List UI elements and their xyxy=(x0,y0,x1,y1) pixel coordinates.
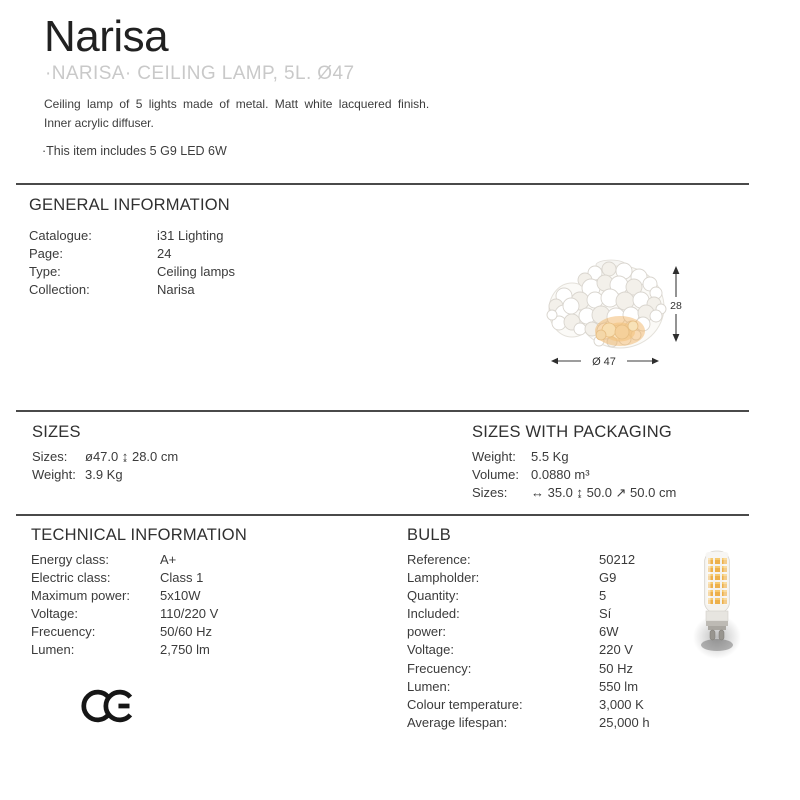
spec-value: 550 lm xyxy=(599,678,639,694)
sizes-heading: SIZES xyxy=(32,423,81,441)
page-title: Narisa xyxy=(44,12,169,61)
g9-bulb-image xyxy=(693,549,741,667)
spec-label: Maximum power: xyxy=(31,588,130,604)
spec-value: 2,750 lm xyxy=(160,642,210,658)
spec-value: 3,000 K xyxy=(599,696,644,712)
spec-value: A+ xyxy=(160,552,177,567)
spec-value: 25,000 h xyxy=(599,714,650,730)
spec-label: Reference: xyxy=(407,552,471,567)
spec-label: Voltage: xyxy=(407,642,454,658)
general-information-heading: GENERAL INFORMATION xyxy=(29,196,230,214)
description-line: Inner acrylic diffuser. xyxy=(44,116,154,130)
spec-label: Sizes: xyxy=(32,449,68,464)
ceiling-lamp-image xyxy=(535,252,685,372)
spec-value: 110/220 V xyxy=(160,606,219,622)
spec-value: Class 1 xyxy=(160,570,204,586)
includes-note: ·This item includes 5 G9 LED 6W xyxy=(42,144,227,158)
spec-label: Frecuency: xyxy=(31,624,96,640)
spec-value: Ceiling lamps xyxy=(157,264,236,280)
spec-value: 24 xyxy=(157,246,172,262)
technical-information-table xyxy=(31,551,218,660)
spec-label: power: xyxy=(407,624,447,640)
sizes-with-packaging-heading: SIZES WITH PACKAGING xyxy=(472,423,672,441)
spec-value: Sí xyxy=(599,606,612,622)
spec-label: Weight: xyxy=(32,467,76,483)
section-divider xyxy=(16,514,749,516)
spec-value: 0.0880 m³ xyxy=(531,467,590,483)
spec-label: Electric class: xyxy=(31,570,111,586)
spec-label: Lumen: xyxy=(407,678,451,694)
spec-value: Narisa xyxy=(157,282,195,298)
spec-value: 3.9 Kg xyxy=(85,467,123,483)
general-information-table xyxy=(29,227,235,299)
product-subtitle: ·NARISA· CEILING LAMP, 5L. Ø47 xyxy=(45,63,355,84)
spec-label: Quantity: xyxy=(407,588,460,604)
spec-label: Colour temperature: xyxy=(407,696,523,712)
spec-value: 50/60 Hz xyxy=(160,624,213,640)
lamp-glow xyxy=(595,316,645,346)
spec-label: Average lifespan: xyxy=(407,714,508,730)
product-description xyxy=(44,95,429,133)
diameter-dimension-label: Ø 47 xyxy=(592,356,616,368)
spec-label: Collection: xyxy=(29,282,90,298)
spec-label: Voltage: xyxy=(31,606,78,622)
spec-value: 5.5 Kg xyxy=(531,449,569,464)
spec-label: Type: xyxy=(29,264,61,280)
section-divider xyxy=(16,183,749,185)
spec-value: 6W xyxy=(599,624,619,640)
spec-value: 5 xyxy=(599,588,607,604)
spec-label: Weight: xyxy=(472,449,516,464)
description-line: Ceiling lamp of 5 lights made of metal. Matt white lacquered finish. xyxy=(44,97,430,111)
spec-label: Frecuency: xyxy=(407,660,472,676)
spec-value: 220 V xyxy=(599,642,633,658)
section-divider xyxy=(16,410,749,412)
spec-label: Sizes: xyxy=(472,485,508,501)
spec-label: Volume: xyxy=(472,467,519,483)
ce-mark-logo xyxy=(80,683,138,729)
spec-value: 5x10W xyxy=(160,588,201,604)
bulb-table xyxy=(407,551,650,732)
spec-value: G9 xyxy=(599,570,617,586)
spec-label: Energy class: xyxy=(31,552,110,567)
spec-value: 50212 xyxy=(599,552,636,567)
spec-value: ø47.0 ↨ 28.0 cm xyxy=(85,449,179,464)
bulb-heading: BULB xyxy=(407,526,451,544)
spec-label: Catalogue: xyxy=(29,228,92,243)
spec-value: i31 Lighting xyxy=(157,228,224,243)
spec-value: 50 Hz xyxy=(599,660,633,676)
sizes-with-packaging-table xyxy=(472,448,676,502)
spec-label: Lampholder: xyxy=(407,570,480,586)
spec-value: ↔ 35.0 ↨ 50.0 ↗ 50.0 cm xyxy=(531,485,677,501)
sizes-table xyxy=(32,448,178,484)
spec-label: Page: xyxy=(29,246,63,262)
spec-label: Lumen: xyxy=(31,642,75,658)
height-dimension-label: 28 xyxy=(670,300,682,312)
technical-information-heading: TECHNICAL INFORMATION xyxy=(31,526,247,544)
spec-label: Included: xyxy=(407,606,460,622)
